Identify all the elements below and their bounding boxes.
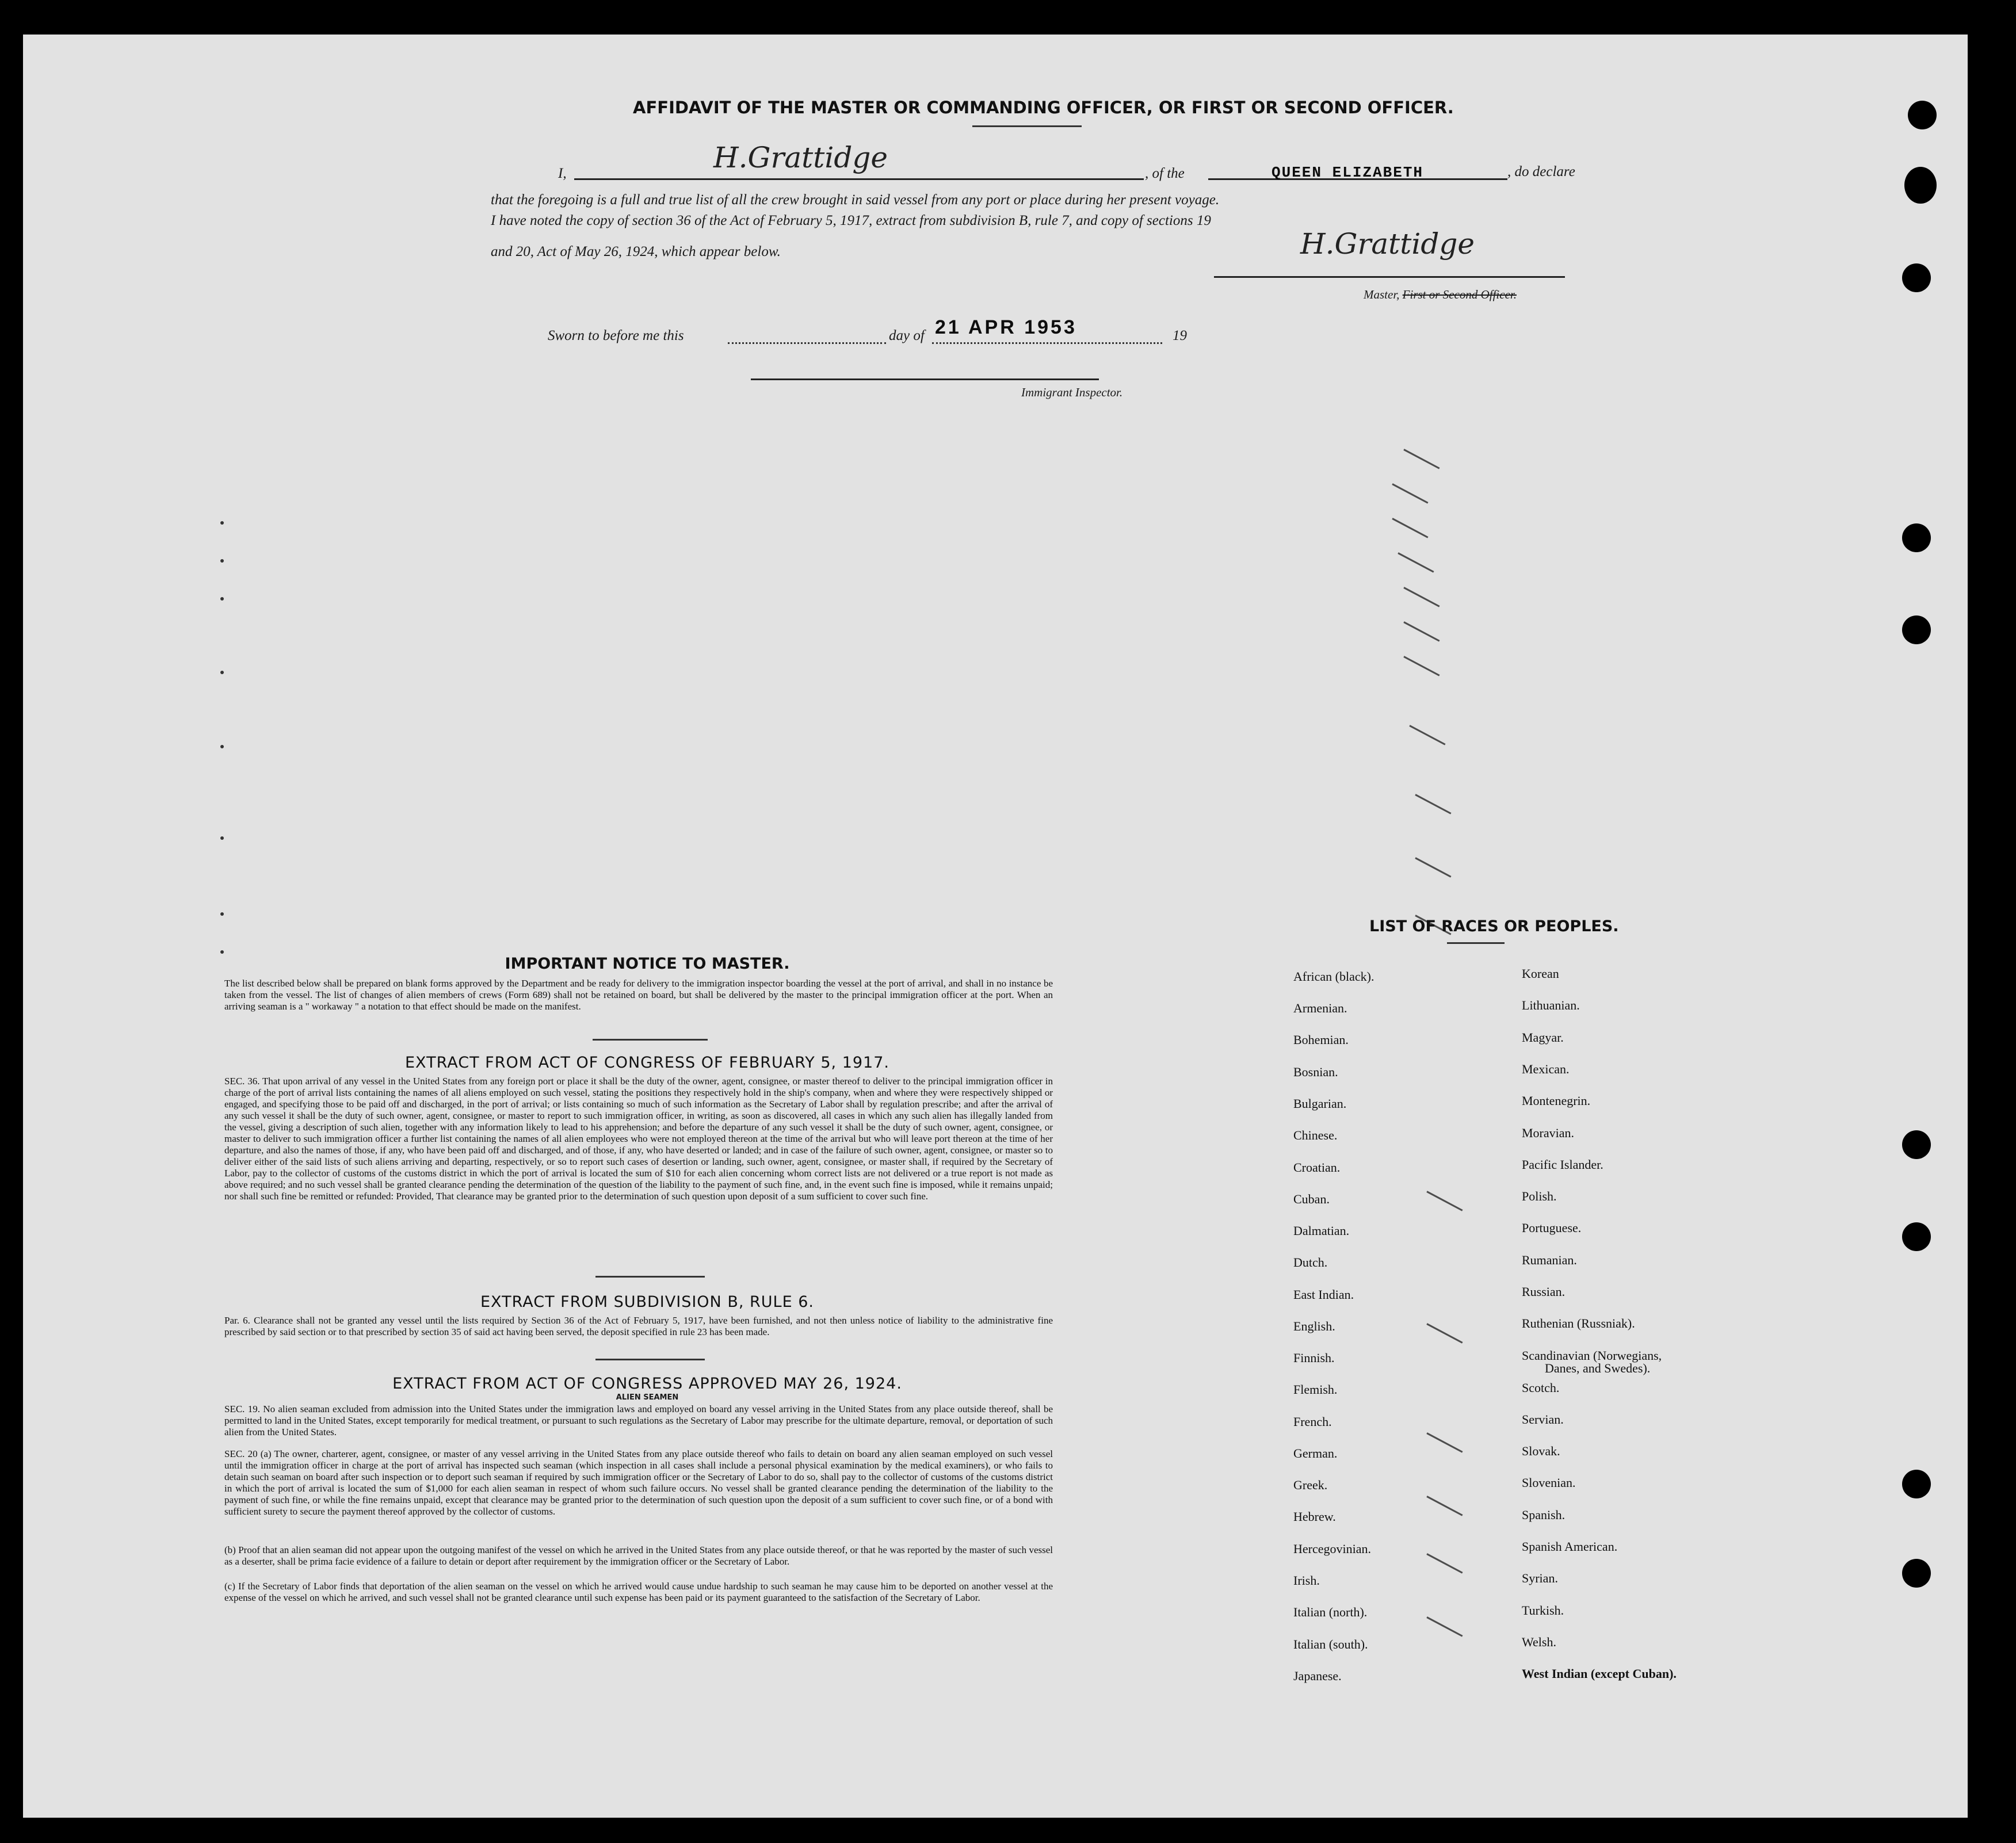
- affidavit-line-3: I have noted the copy of section 36 of the Act of February 5, 1917, extract from subdivision B, rule 7, and copy of sections 19: [491, 213, 1211, 228]
- margin-dot: [220, 745, 224, 748]
- race-item: Japanese.: [1293, 1669, 1342, 1683]
- extract-1917-title: EXTRACT FROM ACT OF CONGRESS OF FEBRUARY 5, 1917.: [405, 1054, 889, 1072]
- race-item: English.: [1293, 1319, 1335, 1333]
- race-item: Greek.: [1293, 1478, 1328, 1492]
- subdivision-separator: [595, 1359, 705, 1360]
- master-signature-line: [1214, 276, 1565, 278]
- pencil-tick: [1409, 725, 1445, 745]
- binder-hole: [1902, 263, 1931, 292]
- race-item: Rumanian.: [1522, 1253, 1577, 1267]
- pencil-tick: [1426, 1553, 1463, 1574]
- extract-1917-separator: [595, 1276, 705, 1278]
- race-item: Dalmatian.: [1293, 1223, 1350, 1238]
- section-19-text: SEC. 19. No alien seaman excluded from admission into the United States under the immigration laws and employed on board any vessel arriving in the United States from any place outside thereof, shall be permitted to land in the United States, except temporarily for medical treatment, or pursuant to such regulations as the Secretary of Labor may prescribe for the ultimate departure, removal, or deportation of such alien from the United States.: [224, 1404, 1053, 1437]
- margin-dot: [220, 671, 224, 674]
- pencil-tick: [1403, 449, 1440, 469]
- race-item: Croatian.: [1293, 1160, 1341, 1175]
- extract-1917-body: SEC. 36. That upon arrival of any vessel in the United States from any foreign port or place it shall be the duty of the owner, agent, consignee, or master thereof to deliver to the principal immigration officer in charge of the port of arrival lists containing the names of all aliens employed on such vessel, stating the positions they respectively hold in the ship's company, when and where they were respectively shipped or engaged, and specifying those to be paid off and discharged, in the port of arrival; or lists containing so much of such information as the Secretary of Labor shall by regulation prescribe; and after the arrival of any such vessel it shall be the duty of such owner, agent, consignee, or master to report to such immigration officer, in writing, as soon as discovered, all cases in which any such alien has illegally landed from the vessel, giving a description of such alien, together with any information likely to lead to his apprehension; and before the departure of any such vessel it shall be the duty of such owner, agent, consignee, or master to deliver to such immigration officer a further list containing the names of all alien employees who were not employed thereon at the time of the arrival but who will leave port thereon at the time of her departure, and also the names of those, if any, who have been paid off and discharged, and of those, if any, who have deserted or landed; and in case of the failure of such owner, agent, consignee, or master so to deliver either of the said lists of such aliens arriving and departing, respectively, or so to report such cases of desertion or landing, such owner, agent, consignee, or master shall, if required by the Secretary of Labor, pay to the collector of customs of the customs district in which the port of arrival is located the sum of $10 for each alien concerning whom correct lists are not delivered or a true report is not made as above required; and no such vessel shall be granted clearance pending the determination of the question of the liability to the payment of such fine, and, in the event such fine is imposed, while it remains unpaid; nor shall such fine be remitted or refunded: Provided, That clearance may be granted prior to the determination of such question upon deposit of a sum sufficient to cover such fine.: [224, 1076, 1053, 1202]
- of-the-label: , of the: [1145, 166, 1185, 181]
- race-item: Moravian.: [1522, 1126, 1575, 1140]
- binder-hole: [1902, 1470, 1931, 1498]
- race-item: Finnish.: [1293, 1351, 1335, 1365]
- race-item: Italian (south).: [1293, 1637, 1368, 1651]
- race-item: Mexican.: [1522, 1062, 1570, 1076]
- margin-dot: [220, 912, 224, 916]
- pencil-tick: [1426, 1616, 1463, 1637]
- binder-hole: [1902, 1222, 1931, 1251]
- section-20c-text: (c) If the Secretary of Labor finds that deportation of the alien seaman on the vessel on which he arrived would cause undue hardship to such seaman he may cause him to be deported on another vessel at the expense of the vessel on which he arrived, and such vessel shall not be granted clearance until such expense has been paid or its payment guaranteed to the satisfaction of the Secretary of Labor.: [224, 1581, 1053, 1603]
- affidavit-title: AFFIDAVIT OF THE MASTER OR COMMANDING OFFICER, OR FIRST OR SECOND OFFICER.: [633, 98, 1454, 117]
- date-stamp: 21 APR 1953: [935, 316, 1077, 338]
- race-item: Armenian.: [1293, 1001, 1347, 1015]
- margin-dot: [220, 597, 224, 601]
- races-title: LIST OF RACES OR PEOPLES.: [1369, 917, 1619, 935]
- section-20a-text: SEC. 20 (a) The owner, charterer, agent, consignee, or master of any vessel arriving in the United States from any place outside thereof who fails to detain on board any alien seaman employed on such vessel until the immigration officer in charge at the port of arrival has inspected such seaman (which inspection in all cases shall include a personal physical examination by the medical examiners), or who fails to detain such seaman on board after such inspection or to deport such seaman if required by such immigration officer or the Secretary of Labor to do so, shall pay to the collector of customs of the customs district in which the port of arrival is located the sum of $1,000 for each alien seaman in respect of whom such failure occurs. No vessel shall be granted clearance pending the determination of the liability to the payment of such fine, or while the fine remains unpaid, except that clearance may be granted prior to the determination of such question upon the deposit of a sum sufficient to cover such fine, or of a bond with sufficient surety to secure the payment thereof approved by the collector of customs.: [224, 1448, 1053, 1517]
- race-item: Bosnian.: [1293, 1065, 1338, 1079]
- vessel-name: QUEEN ELIZABETH: [1272, 164, 1424, 181]
- master-label: [1364, 288, 1517, 302]
- races-underline: [1447, 942, 1505, 944]
- race-item: Ruthenian (Russniak).: [1522, 1316, 1635, 1330]
- pencil-tick: [1415, 857, 1451, 878]
- pencil-tick: [1426, 1191, 1463, 1211]
- pencil-tick: [1392, 483, 1428, 504]
- race-item: Dutch.: [1293, 1255, 1328, 1270]
- pencil-tick: [1403, 656, 1440, 676]
- race-item: Slovak.: [1522, 1444, 1560, 1458]
- pencil-tick: [1403, 621, 1440, 642]
- affidavit-i-label: I,: [558, 166, 567, 181]
- binder-hole: [1904, 167, 1937, 204]
- pencil-tick: [1426, 1496, 1463, 1516]
- inspector-label: Immigrant Inspector.: [1021, 385, 1123, 399]
- race-item: Hercegovinian.: [1293, 1542, 1371, 1556]
- name-signature: H.Grattidge: [713, 141, 888, 174]
- declare-label: , do declare: [1507, 164, 1575, 179]
- race-item-continuation: Danes, and Swedes).: [1545, 1361, 1651, 1375]
- binder-hole: [1902, 523, 1931, 552]
- race-item: Chinese.: [1293, 1128, 1338, 1142]
- section-20b-text: (b) Proof that an alien seaman did not appear upon the outgoing manifest of the vessel on which he arrived in the United States from any place outside thereof, or that he was reported by the master of such vessel as a deserter, shall be prima facie evidence of a failure to detain or deport after requirement by the immigration officer or the Secretary of Labor.: [224, 1544, 1053, 1567]
- race-item: Turkish.: [1522, 1603, 1564, 1618]
- race-item: Slovenian.: [1522, 1475, 1576, 1490]
- race-item: French.: [1293, 1414, 1332, 1429]
- race-item: Cuban.: [1293, 1192, 1330, 1206]
- name-line: [574, 178, 1144, 180]
- affidavit-line-2: that the foregoing is a full and true list of all the crew brought in said vessel from any port or place during her present voyage.: [491, 192, 1220, 208]
- binder-hole: [1902, 615, 1931, 644]
- pencil-tick: [1403, 587, 1440, 607]
- day-of-label: day of: [889, 328, 925, 343]
- race-item: Portuguese.: [1522, 1221, 1582, 1235]
- race-item: Syrian.: [1522, 1571, 1558, 1585]
- binder-hole: [1902, 1130, 1931, 1159]
- race-item: Scandinavian (Norwegians,: [1522, 1348, 1662, 1363]
- race-item: Russian.: [1522, 1284, 1566, 1299]
- date-line: [932, 342, 1162, 344]
- race-item: Korean: [1522, 966, 1559, 981]
- race-item: Irish.: [1293, 1573, 1320, 1588]
- race-item: East Indian.: [1293, 1287, 1354, 1302]
- alien-seamen-subtitle: ALIEN SEAMEN: [616, 1393, 679, 1402]
- race-item: Hebrew.: [1293, 1509, 1336, 1524]
- affidavit-line-4: and 20, Act of May 26, 1924, which appear below.: [491, 244, 781, 259]
- race-item: Welsh.: [1522, 1635, 1556, 1649]
- year-prefix: 19: [1173, 328, 1187, 343]
- subdivision-body: Par. 6. Clearance shall not be granted any vessel until the lists required by Section 36 of the Act of February 5, 1917, have been furnished, and not then unless notice of liability to the administrative fine prescribed by said section or to that prescribed by section 35 of said act having been served, the deposit specified in rule 23 has been made.: [224, 1315, 1053, 1337]
- margin-dot: [220, 836, 224, 840]
- race-item: Lithuanian.: [1522, 998, 1580, 1012]
- master-signature: H.Grattidge: [1300, 227, 1475, 261]
- race-item: African (black).: [1293, 969, 1374, 984]
- pencil-tick: [1426, 1323, 1463, 1344]
- pencil-tick: [1415, 794, 1451, 815]
- binder-hole: [1908, 101, 1937, 129]
- race-item: Flemish.: [1293, 1382, 1338, 1397]
- race-item: Scotch.: [1522, 1381, 1560, 1395]
- master-label-text: Master,: [1364, 288, 1400, 301]
- margin-dot: [220, 950, 224, 954]
- race-item: German.: [1293, 1446, 1338, 1460]
- race-item: Italian (north).: [1293, 1605, 1368, 1619]
- race-item: Magyar.: [1522, 1030, 1564, 1045]
- inspector-line: [751, 378, 1099, 380]
- margin-dot: [220, 559, 224, 563]
- title-underline: [972, 125, 1082, 127]
- notice-body: The list described below shall be prepared on blank forms approved by the Department and be ready for delivery to the immigration inspector boarding the vessel at the port of arrival, and shall in no instance be taken from the vessel. The list of changes of alien members of crews (Form 689) shall not be retained on board, but shall be delivered by the master to the principal immigration officer at the port. When an arriving seaman is a " workaway " a notation to that effect should be made on the manifest.: [224, 978, 1053, 1012]
- margin-dot: [220, 521, 224, 525]
- document-page: [23, 35, 1968, 1818]
- sworn-label: Sworn to before me this: [548, 328, 684, 343]
- race-item: Pacific Islander.: [1522, 1157, 1603, 1172]
- race-item: Servian.: [1522, 1412, 1564, 1427]
- pencil-tick: [1426, 1432, 1463, 1453]
- struck-officer-label: First or Second Officer.: [1402, 288, 1517, 301]
- binder-hole: [1902, 1559, 1931, 1588]
- race-item: Bulgarian.: [1293, 1096, 1347, 1111]
- race-item: West Indian (except Cuban).: [1522, 1666, 1677, 1681]
- notice-title: IMPORTANT NOTICE TO MASTER.: [505, 955, 790, 973]
- pencil-tick: [1398, 552, 1434, 573]
- race-item: Montenegrin.: [1522, 1093, 1591, 1108]
- notice-separator: [593, 1039, 708, 1041]
- subdivision-title: EXTRACT FROM SUBDIVISION B, RULE 6.: [480, 1293, 814, 1311]
- pencil-tick: [1392, 518, 1428, 538]
- race-item: Polish.: [1522, 1189, 1557, 1203]
- race-item: Spanish American.: [1522, 1539, 1618, 1554]
- race-item: Spanish.: [1522, 1508, 1566, 1522]
- sworn-day-line: [728, 342, 886, 344]
- race-item: Bohemian.: [1293, 1033, 1349, 1047]
- extract-1924-title: EXTRACT FROM ACT OF CONGRESS APPROVED MAY 26, 1924.: [392, 1375, 902, 1393]
